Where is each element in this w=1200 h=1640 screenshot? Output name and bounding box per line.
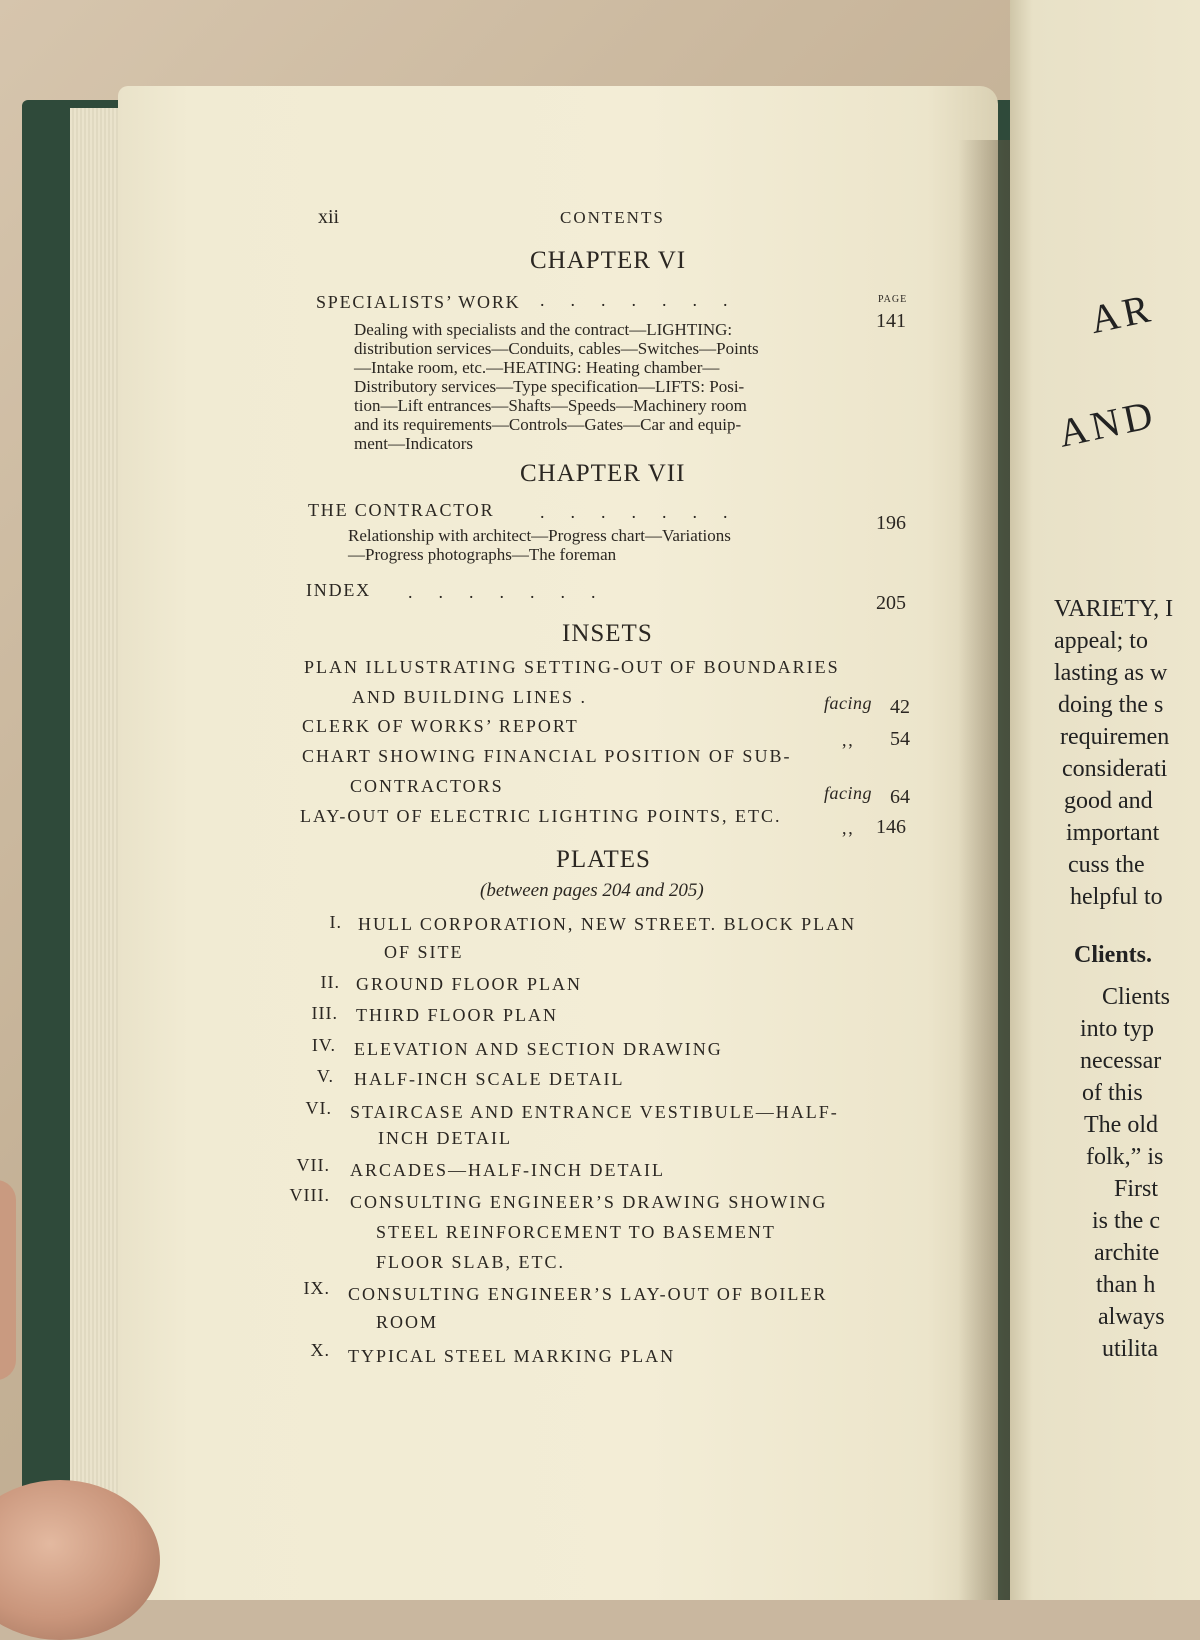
page-number: xii [318, 206, 340, 228]
inset-4-line1: LAY-OUT OF ELECTRIC LIGHTING POINTS, ETC. [300, 806, 782, 826]
inset-2-ref: ,, [842, 730, 855, 750]
plates-subheading: (between pages 204 and 205) [480, 880, 704, 901]
contents-page [118, 86, 998, 1600]
left-hand-finger [0, 1180, 16, 1380]
page-column-label: PAGE [878, 294, 908, 305]
plate-6-line2: INCH DETAIL [378, 1128, 513, 1148]
plate-4-title: ELEVATION AND SECTION DRAWING [354, 1039, 723, 1059]
plate-3-title: THIRD FLOOR PLAN [356, 1005, 559, 1025]
inset-2-line1: CLERK OF WORKS’ REPORT [302, 716, 579, 736]
inset-4-ref: ,, [842, 818, 855, 838]
book-gutter [958, 140, 1018, 1600]
inset-4-page: 146 [876, 816, 906, 838]
inset-3-line2: CONTRACTORS [350, 776, 504, 796]
plate-9-number: IX. [303, 1278, 330, 1298]
plate-4-number: IV. [311, 1035, 336, 1055]
plate-9-line1: CONSULTING ENGINEER’S LAY-OUT OF BOILER [348, 1284, 828, 1304]
inset-3-page: 64 [890, 786, 910, 808]
plates-heading: PLATES [556, 846, 651, 873]
plate-2-number: II. [320, 972, 340, 992]
plate-7-title: ARCADES—HALF-INCH DETAIL [350, 1160, 666, 1180]
leader-dots: ....... [540, 502, 754, 522]
page-edges [70, 108, 122, 1600]
plate-7-number: VII. [296, 1155, 330, 1175]
inset-1-ref: facing [824, 693, 872, 713]
plate-5-number: V. [316, 1066, 334, 1086]
plate-5-title: HALF-INCH SCALE DETAIL [354, 1069, 625, 1089]
plate-6-line1: STAIRCASE AND ENTRANCE VESTIBULE—HALF- [350, 1102, 839, 1122]
plate-8-line1: CONSULTING ENGINEER’S DRAWING SHOWING [350, 1192, 828, 1212]
chapter-6-page: 141 [876, 310, 906, 332]
facing-page: AR AND VARIETY, I appeal; to lasting as w doing the s requiremen considerati good and important cuss the helpful to Clients. Clients into typ necessar of this The old folk,” is First is the c archite than h always utilita [1010, 0, 1200, 1600]
insets-heading: INSETS [562, 620, 653, 647]
running-title: CONTENTS [560, 208, 665, 227]
inset-1-line1: PLAN ILLUSTRATING SETTING-OUT OF BOUNDARIES [304, 657, 840, 677]
chapter-6-title: SPECIALISTS’ WORK [316, 292, 521, 312]
leader-dots: ....... [540, 290, 754, 310]
inset-1-page: 42 [890, 696, 910, 718]
plate-2-title: GROUND FLOOR PLAN [356, 974, 583, 994]
plate-10-title: TYPICAL STEEL MARKING PLAN [348, 1346, 676, 1366]
inset-3-ref: facing [824, 783, 872, 803]
chapter-6-heading: CHAPTER VI [530, 247, 687, 274]
plate-9-line2: ROOM [376, 1312, 439, 1332]
index-page: 205 [876, 592, 906, 614]
plate-8-number: VIII. [289, 1185, 330, 1205]
chapter-7-description: Relationship with architect—Progress chart—Variations —Progress photographs—The foreman [348, 526, 731, 564]
plate-8-line3: FLOOR SLAB, ETC. [376, 1252, 566, 1272]
plate-8-line2: STEEL REINFORCEMENT TO BASEMENT [376, 1222, 776, 1242]
leader-dots: ....... [408, 582, 622, 602]
chapter-7-page: 196 [876, 512, 906, 534]
inset-2-page: 54 [890, 728, 910, 750]
chapter-7-title: THE CONTRACTOR [308, 500, 495, 520]
facing-title-fragment-1: AR [1086, 284, 1158, 343]
plate-1-line2: OF SITE [384, 942, 464, 962]
chapter-6-description: Dealing with specialists and the contract—LIGHTING: distribution services—Conduits, cables—Switches—Points —Intake room, etc.—HEATING: Heating chamber— Distributory services—Type specification—LIFTS: Posi- tion—Lift entrances—Shafts—Speeds—Machinery room and its requirements—Controls—Gates—Car and equip- ment—Indicators [354, 320, 759, 453]
plate-1-number: I. [329, 912, 342, 932]
plate-6-number: VI. [305, 1098, 332, 1118]
facing-title-fragment-2: AND [1054, 391, 1161, 456]
index-title: INDEX [306, 580, 371, 600]
inset-3-line1: CHART SHOWING FINANCIAL POSITION OF SUB- [302, 746, 792, 766]
plate-10-number: X. [310, 1340, 330, 1360]
chapter-7-heading: CHAPTER VII [520, 460, 686, 487]
plate-3-number: III. [311, 1003, 338, 1023]
inset-1-line2: AND BUILDING LINES . [352, 687, 587, 707]
facing-subheading: Clients. [1074, 942, 1152, 968]
plate-1-line1: HULL CORPORATION, NEW STREET. BLOCK PLAN [358, 914, 857, 934]
